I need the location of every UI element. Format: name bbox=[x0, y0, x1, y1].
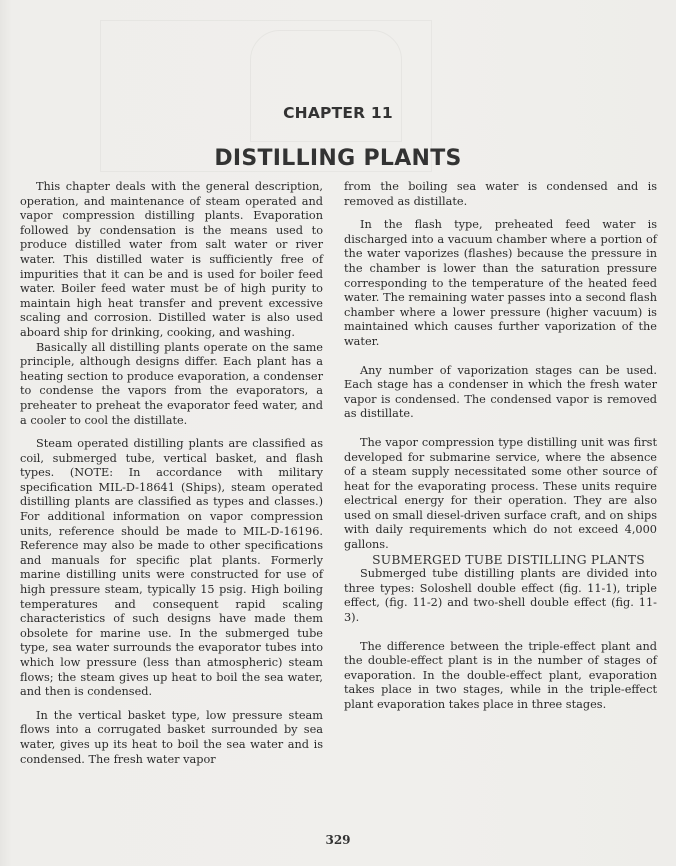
paragraph-vaporization-stages: Any number of vaporization stages can be used. Each stage has a condenser in which the fresh water vapor is condensed. The condensed vapor is removed as distillate. bbox=[344, 363, 657, 421]
left-column bbox=[20, 180, 323, 767]
paragraph-intro: This chapter deals with the general description, operation, and maintenance of steam operated and vapor compression distilling plants. Evaporation followed by condensation is the means used to produce distilled water from salt water or river water. This distilled water is sufficiently free of impurities that it can be and is used for boiler feed water. Boiler feed water must be of high purity to maintain high heat transfer and prevent excessive scaling and corrosion. Distilled water is also used aboard ship for drinking, cooking, and washing. bbox=[20, 180, 323, 339]
paragraph-flash-type: In the flash type, preheated feed water is discharged into a vacuum chamber where a portion of the water vaporizes (flashes) because the pressure in the chamber is lower than the saturation pressure corresponding to the temperature of the heated feed water. The remaining water passes into a second flash chamber where a lower pressure (higher vacuum) is maintained which causes further vaporization of the water. bbox=[344, 218, 657, 348]
right-column bbox=[344, 180, 657, 713]
page-number: 329 bbox=[325, 833, 351, 847]
paragraph-classification: Steam operated distilling plants are classified as coil, submerged tube, vertical basket, and flash types. (NOTE: In accordance with military specification MIL-D-18641 (Ships), steam operated distilling plants are classified as types and classes.) For additional information on vapor compression units, reference should be made to MIL-D-16196. Reference may also be made to other specifications and manuals for specific plat plants. Formerly marine distilling units were constructed for use of high pressure steam, typically 15 psig. High boiling temperatures and consequent rapid scaling characteristics of such designs have made them obsolete for marine use. In the submerged tube type, sea water surrounds the evaporator tubes into which low pressure (less than atmospheric) steam flows; the steam gives up heat to boil the sea water, and then is condensed. bbox=[20, 437, 323, 699]
chapter-title: DISTILLING PLANTS bbox=[214, 146, 462, 171]
paragraph-submerged-types: Submerged tube distilling plants are divided into three types: Soloshell double effect (fig. 11-1), triple effect, (fig. 11-2) and two-shell double effect (fig. 11-3). bbox=[344, 567, 657, 625]
paragraph-principle: Basically all distilling plants operate on the same principle, although designs differ. Each plant has a heating section to produce evaporation, a condenser to condense the vapors from the evaporators, a preheater to preheat the evaporator feed water, and a cooler to cool the distillate. bbox=[20, 340, 323, 427]
chapter-label: CHAPTER 11 bbox=[283, 104, 393, 122]
paragraph-vertical-basket: In the vertical basket type, low pressure steam flows into a corrugated basket surrounded by sea water, gives up its heat to boil the sea water and is condensed. The fresh water vapor bbox=[20, 708, 323, 766]
paragraph-effect-difference: The difference between the triple-effect plant and the double-effect plant is in the number of stages of evaporation. In the double-effect plant, evaporation takes place in two stages, while in the triple-effect plant evaporation takes place in three stages. bbox=[344, 639, 657, 711]
paragraph-continued: from the boiling sea water is condensed and is removed as distillate. bbox=[344, 180, 657, 208]
section-heading: SUBMERGED TUBE DISTILLING PLANTS bbox=[372, 552, 645, 567]
bleed-through-diagram-shape bbox=[250, 30, 402, 142]
paragraph-vapor-compression: The vapor compression type distilling unit was first developed for submarine service, where the absence of a steam supply necessitated some other source of heat for the evaporating process. These units require electrical energy for their operation. They are also used on small diesel-driven surface craft, and on ships with daily requirements which do not exceed 4,000 gallons. bbox=[344, 435, 657, 552]
